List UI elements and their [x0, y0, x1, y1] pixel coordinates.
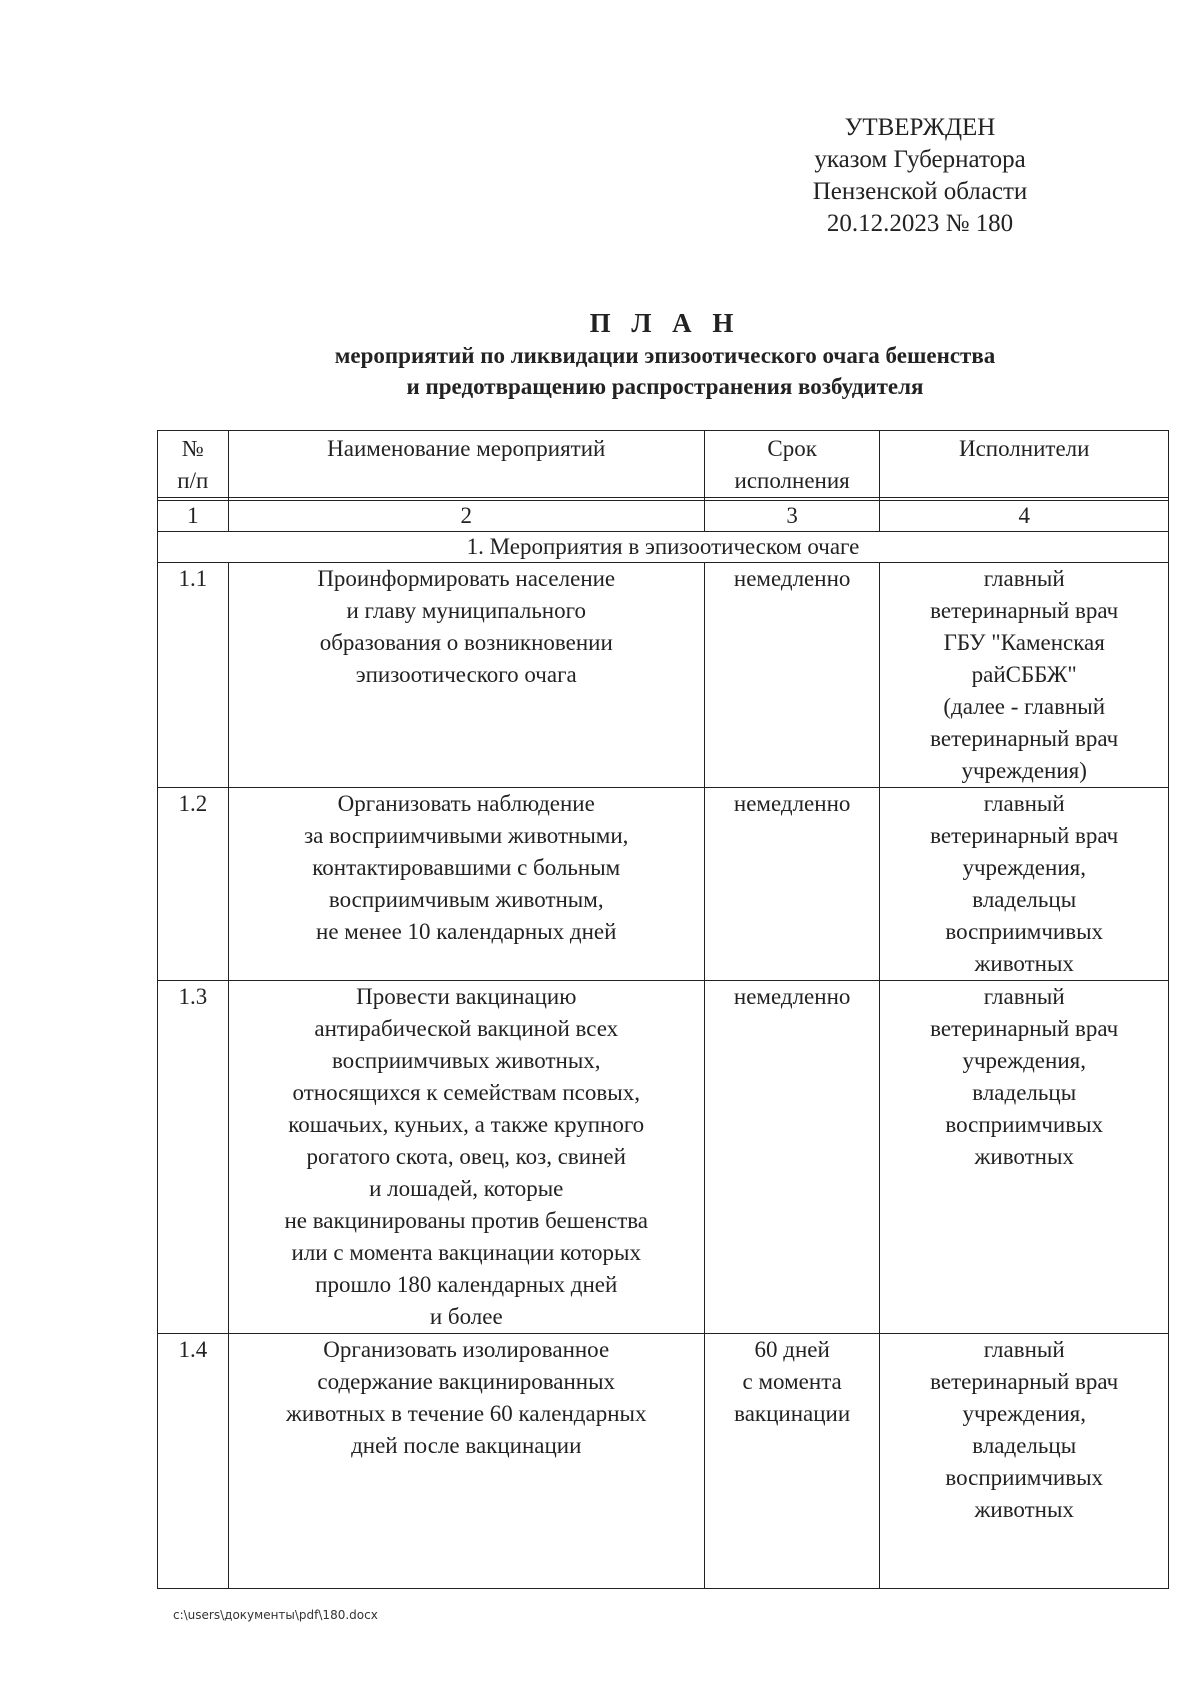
approval-authority: указом Губернатора: [814, 146, 1026, 173]
header-executors: Исполнители: [880, 431, 1169, 498]
plan-subtitle-line2: и предотвращению распространения возбудителя: [406, 374, 924, 399]
column-number: 2: [228, 501, 704, 532]
row-executors: главный ветеринарный врач учреждения, владельцы восприимчивых животных: [880, 1334, 1169, 1589]
row-executors: главный ветеринарный врач учреждения, владельцы восприимчивых животных: [880, 788, 1169, 981]
header-name: Наименование мероприятий: [228, 431, 704, 498]
approval-region: Пензенской области: [812, 178, 1028, 205]
approval-stamp: [770, 112, 1070, 240]
header-number: № п/п: [158, 431, 229, 498]
row-executors: главный ветеринарный врач учреждения, владельцы восприимчивых животных: [880, 981, 1169, 1334]
table-row: [158, 788, 1169, 981]
plan-subtitle-line1: мероприятий по ликвидации эпизоотического очага бешенства: [334, 343, 996, 368]
row-measure: Организовать изолированное содержание вакцинированных животных в течение 60 календарных дней после вакцинации: [228, 1334, 704, 1589]
document-title: [160, 306, 1170, 402]
row-measure: Провести вакцинацию антирабической вакциной всех восприимчивых животных, относящихся к семействам псовых, кошачьих, куньих, а также крупного рогатого скота, овец, коз, свиней и лошадей, которые не вакцинированы против бешенства или с момента вакцинации которых прошло 180 календарных дней и более: [228, 981, 704, 1334]
file-path-footer: c:\users\документы\pdf\180.docx: [173, 1608, 378, 1622]
table-row: [158, 981, 1169, 1334]
row-measure: Проинформировать население и главу муниципального образования о возникновении эпизоотического очага: [228, 563, 704, 788]
row-measure: Организовать наблюдение за восприимчивыми животными, контактировавшими с больным восприимчивым животным, не менее 10 календарных дней: [228, 788, 704, 981]
row-number: 1.1: [158, 563, 229, 788]
row-number: 1.2: [158, 788, 229, 981]
row-term: 60 дней с момента вакцинации: [704, 1334, 880, 1589]
row-number: 1.3: [158, 981, 229, 1334]
row-number: 1.4: [158, 1334, 229, 1589]
column-number: 4: [880, 501, 1169, 532]
row-executors: главный ветеринарный врач ГБУ "Каменская райСББЖ" (далее - главный ветеринарный врач учреждения): [880, 563, 1169, 788]
plan-heading: П Л А Н: [589, 308, 741, 338]
table-row: [158, 563, 1169, 788]
table-header-row: [158, 431, 1169, 498]
header-term: Срок исполнения: [704, 431, 880, 498]
row-term: немедленно: [704, 981, 880, 1334]
approval-date-number: 20.12.2023 № 180: [826, 210, 1014, 237]
section-title: 1. Мероприятия в эпизоотическом очаге: [158, 532, 1169, 563]
table-section-row: [158, 532, 1169, 563]
row-term: немедленно: [704, 788, 880, 981]
column-number: 3: [704, 501, 880, 532]
table-column-numbers-row: [158, 501, 1169, 532]
column-number: 1: [158, 501, 229, 532]
approval-title: УТВЕРЖДЕН: [844, 114, 996, 141]
table-row: [158, 1334, 1169, 1589]
row-term: немедленно: [704, 563, 880, 788]
plan-table: [157, 430, 1169, 1589]
